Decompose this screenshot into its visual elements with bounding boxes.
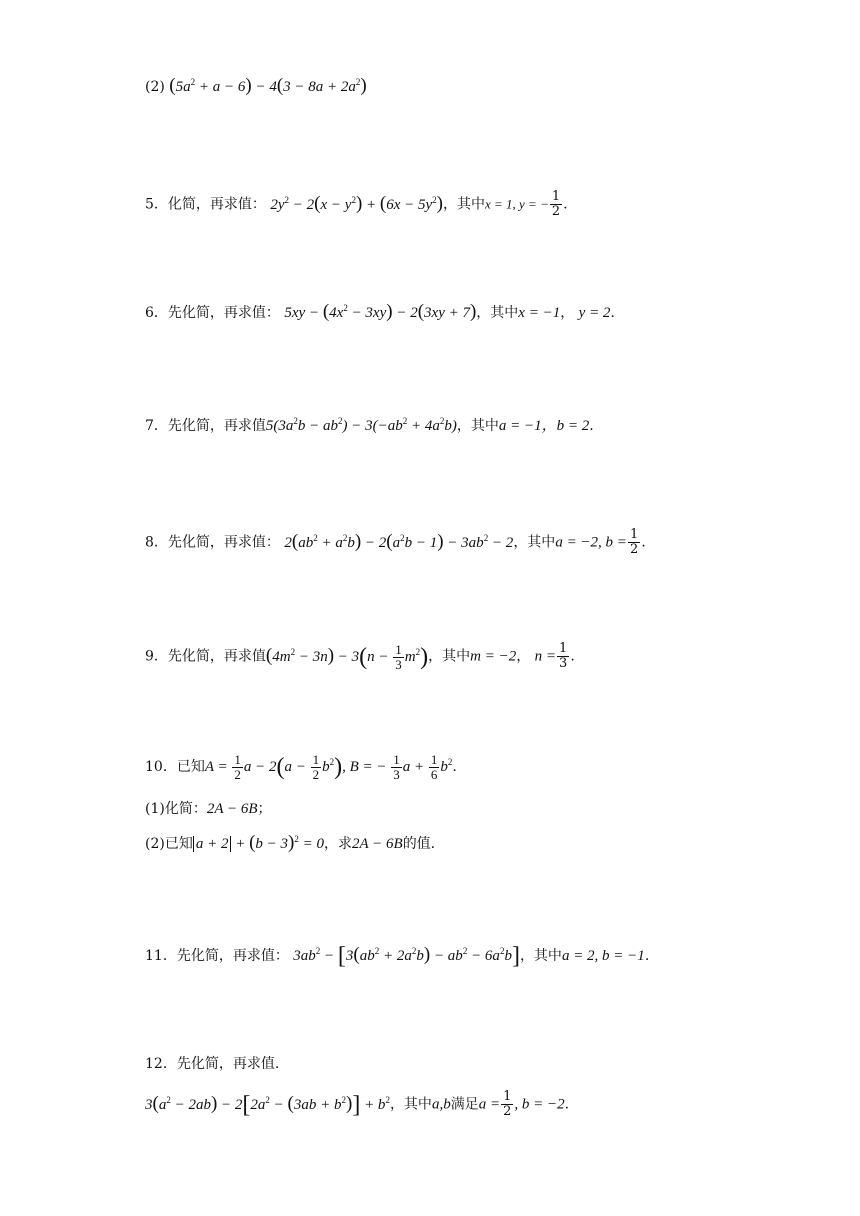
problem-11: 11．先化简，再求值： $3ab^2 - [3(ab^2 + 2a^2b) - ab^2 - 6a^2b]$，其中a = 2, b = −1. [145,943,650,969]
problem-12: 12．先化简，再求值. [145,1056,280,1072]
problem-8: 8．先化简，再求值： $2(ab^2 + a^2b) - 2(a^2b - 1) - 3ab^2 - 2$，其中a = −2, b = $\frac{1}{2}$ . [145,527,646,557]
expression: $3ab^2 - [3(ab^2 + 2a^2b) - ab^2 - 6a^2b]$ [293,943,520,969]
expression: $(5a^2 + a - 6) - 4(3 - 8a + 2a^2)$ [169,75,367,96]
expression: $2(ab^2 + a^2b) - 2(a^2b - 1) - 3ab^2 - 2$ [284,530,514,552]
problem-12-expression-line: $3(a^2 - 2ab) - 2[2a^2 - (3ab + b^2)] + b^2$，其中a,b满足a = $\frac{1}{2}$ , b = −2. [145,1089,570,1119]
problem-10: 10．已知A = $\frac{1}{2}$ a − 2(a − $\frac{1}{2}$ $b^2$), B = − $\frac{1}{3}$ a + $\frac{1}{6}$ $b^2$. [145,752,457,782]
problem-10-part-2: (2)已知 $a + 2 + (b - 3)^2 = 0$，求2A − 6B的值. [145,832,436,853]
expression: A = $\frac{1}{2}$ a − 2(a − $\frac{1}{2}$ $b^2$), B = − $\frac{1}{3}$ a + $\frac{1}{6}$ $b^2$ [204,752,453,782]
problem-5: 5．化简，再求值： $2y^2 - 2(x - y^2) + (6x - 5y^2)$，其中x = 1, y = − $\frac{1}{2}$ . [145,189,568,219]
expression: $2y^2 - 2(x - y^2) + (6x - 5y^2)$ [270,192,443,214]
problem-7: 7．先化简，再求值$5(3a^2b - ab^2) - 3(-ab^2 + 4a^2b)$，其中a = −1，b = 2. [145,416,594,434]
problem-9: 9．先化简，再求值$(4m^2 - 3n) - 3(n$ − $\frac{1}{3}$ $m^2$)，其中m = −2， n = $\frac{1}{3}$ . [145,641,575,672]
expression: $5(3a^2b - ab^2) - 3(-ab^2 + 4a^2b)$ [265,416,457,434]
expression: $5xy - (4x^2 - 3xy) - 2(3xy + 7)$ [284,301,477,322]
fraction: $\frac{1}{2}$ [551,189,561,219]
expression: $(4m^2 - 3n) - 3(n$ − $\frac{1}{3}$ $m^2$) [265,641,429,672]
fraction: $\frac{1}{2}$ [503,1089,512,1119]
problem-6: 6．先化简，再求值： $5xy - (4x^2 - 3xy) - 2(3xy + 7)$，其中x = −1， y = 2. [145,301,615,322]
expression: $3(a^2 - 2ab) - 2[2a^2 - (3ab + b^2)] + b^2$ [145,1091,390,1118]
fraction: $\frac{1}{3}$ [559,641,568,671]
fraction: $\frac{1}{2}$ [629,527,639,557]
expression: $a + 2 + (b - 3)^2 = 0$ [193,836,324,852]
problem-10-part-1: (1)化简：2A − 6B； [145,801,272,817]
problem-4-part-2: (2) $(5a^2 + a - 6) - 4(3 - 8a + 2a^2)$ [145,75,367,96]
